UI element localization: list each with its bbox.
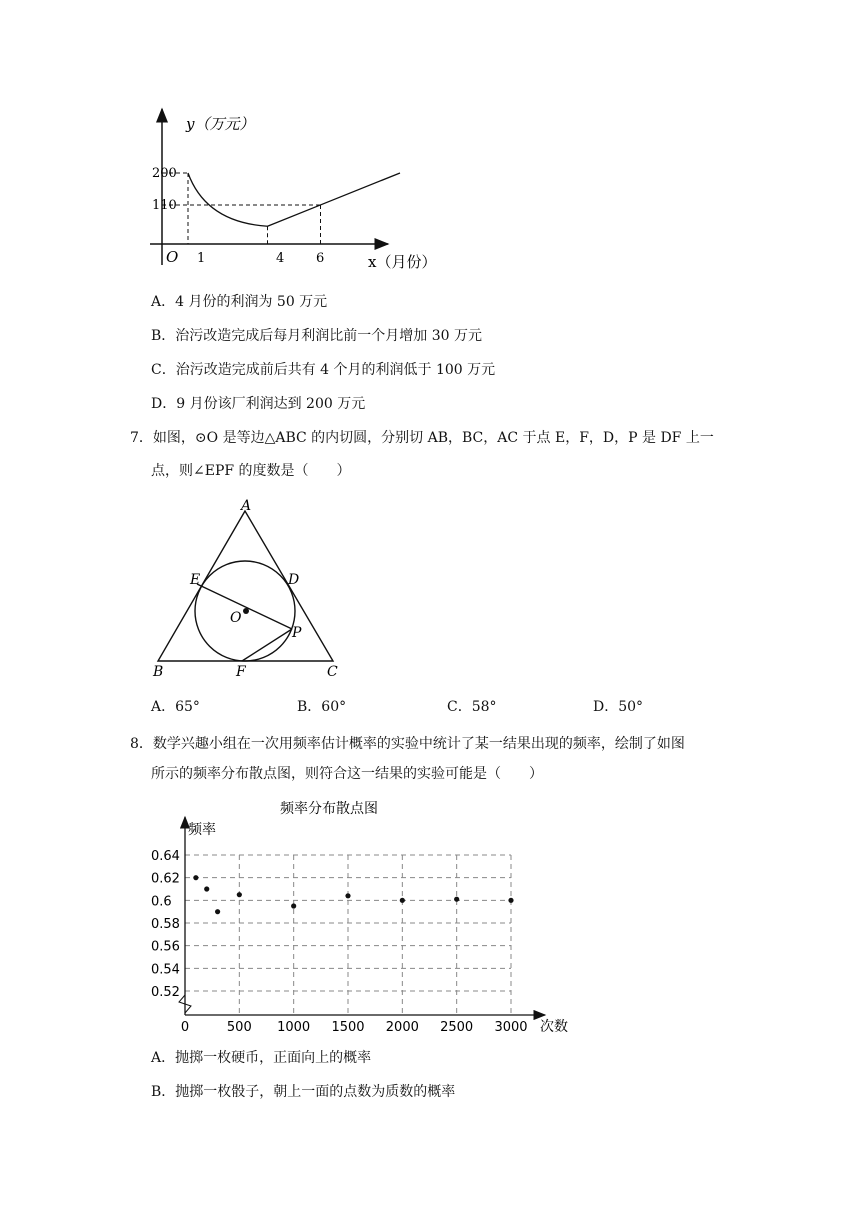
- scatter-title: 频率分布散点图: [280, 801, 378, 817]
- scatter-point: [193, 875, 198, 880]
- triangle-incircle-figure: [150, 498, 350, 683]
- q8-option-a: A．抛掷一枚硬币，正面向上的概率: [151, 1050, 372, 1066]
- q6-option-a: A．4 月份的利润为 50 万元: [151, 294, 328, 310]
- triangle-abc: [158, 511, 333, 661]
- scatter-x-tick-label: 1000: [277, 1020, 311, 1035]
- segment-ep: [197, 584, 292, 629]
- profit-x-tick-4: 4: [276, 251, 285, 266]
- q6-option-b: B．治污改造完成后每月利润比前一个月增加 30 万元: [151, 328, 483, 344]
- profit-origin: O: [166, 248, 179, 266]
- scatter-y-tick-label: 0.58: [151, 917, 180, 932]
- scatter-y-label: 频率: [188, 822, 216, 838]
- scatter-point: [204, 886, 209, 891]
- profit-curve-before: [188, 173, 268, 226]
- profit-y-tick-110: 110: [152, 198, 177, 213]
- scatter-y-tick-label: 0.52: [151, 985, 180, 1000]
- q7-option-c: C．58°: [447, 699, 497, 715]
- scatter-point: [345, 893, 350, 898]
- profit-y-label: y（万元）: [186, 115, 255, 133]
- label-f: F: [236, 664, 246, 680]
- q7-option-d: D．50°: [593, 699, 644, 715]
- scatter-x-tick-label: 500: [226, 1020, 252, 1035]
- label-d: D: [288, 572, 300, 588]
- profit-x-tick-1: 1: [197, 251, 206, 266]
- q7-question-line2: 点，则∠EPF 的度数是（ ）: [151, 463, 351, 479]
- q7-option-a: A．65°: [151, 699, 200, 715]
- scatter-point: [215, 909, 220, 914]
- scatter-x-tick-label: 2000: [385, 1020, 419, 1035]
- q7-option-b: B．60°: [297, 699, 347, 715]
- q8-question-line1: 8．数学兴趣小组在一次用频率估计概率的实验中统计了某一结果出现的频率，绘制了如图: [130, 736, 685, 752]
- q8-question-line2: 所示的频率分布散点图，则符合这一结果的实验可能是（ ）: [151, 766, 543, 782]
- label-c: C: [327, 664, 338, 680]
- scatter-point: [237, 892, 242, 897]
- scatter-point: [400, 898, 405, 903]
- profit-y-tick-200: 200: [152, 166, 177, 181]
- label-a: A: [241, 498, 252, 514]
- scatter-y-tick-label: 0.54: [151, 962, 180, 978]
- scatter-x-tick-label: 0: [180, 1020, 190, 1035]
- profit-x-label: x（月份）: [368, 253, 437, 271]
- frequency-scatter-chart: [145, 795, 575, 1040]
- scatter-x-tick-label: 1500: [331, 1020, 365, 1035]
- scatter-point: [454, 897, 459, 902]
- scatter-y-tick-label: 0.64: [151, 849, 180, 864]
- scatter-point: [508, 898, 513, 903]
- label-o: O: [230, 610, 242, 626]
- q7-question-line1: 7．如图，⊙O 是等边△ABC 的内切圆，分别切 AB，BC，AC 于点 E，F，D，P 是 DF 上一: [130, 430, 714, 446]
- scatter-y-tick-label: 0.56: [151, 939, 180, 955]
- scatter-x-tick-label: 2500: [440, 1020, 474, 1035]
- scatter-point: [291, 903, 296, 908]
- center-point: [243, 608, 249, 614]
- scatter-x-label: 次数: [540, 1019, 568, 1035]
- scatter-x-tick-label: 3000: [494, 1020, 528, 1035]
- profit-graph: [140, 105, 460, 275]
- profit-x-tick-6: 6: [316, 251, 325, 266]
- profit-line-after: [268, 173, 401, 226]
- label-b: B: [153, 664, 164, 680]
- label-e: E: [190, 572, 201, 588]
- q8-option-b: B．抛掷一枚骰子，朝上一面的点数为质数的概率: [151, 1084, 456, 1100]
- q6-option-d: D．9 月份该厂利润达到 200 万元: [151, 396, 366, 412]
- label-p: P: [292, 625, 302, 641]
- scatter-y-tick-label: 0.62: [151, 871, 180, 887]
- q6-option-c: C．治污改造完成前后共有 4 个月的利润低于 100 万元: [151, 362, 496, 378]
- scatter-y-tick-label: 0.6: [151, 894, 172, 910]
